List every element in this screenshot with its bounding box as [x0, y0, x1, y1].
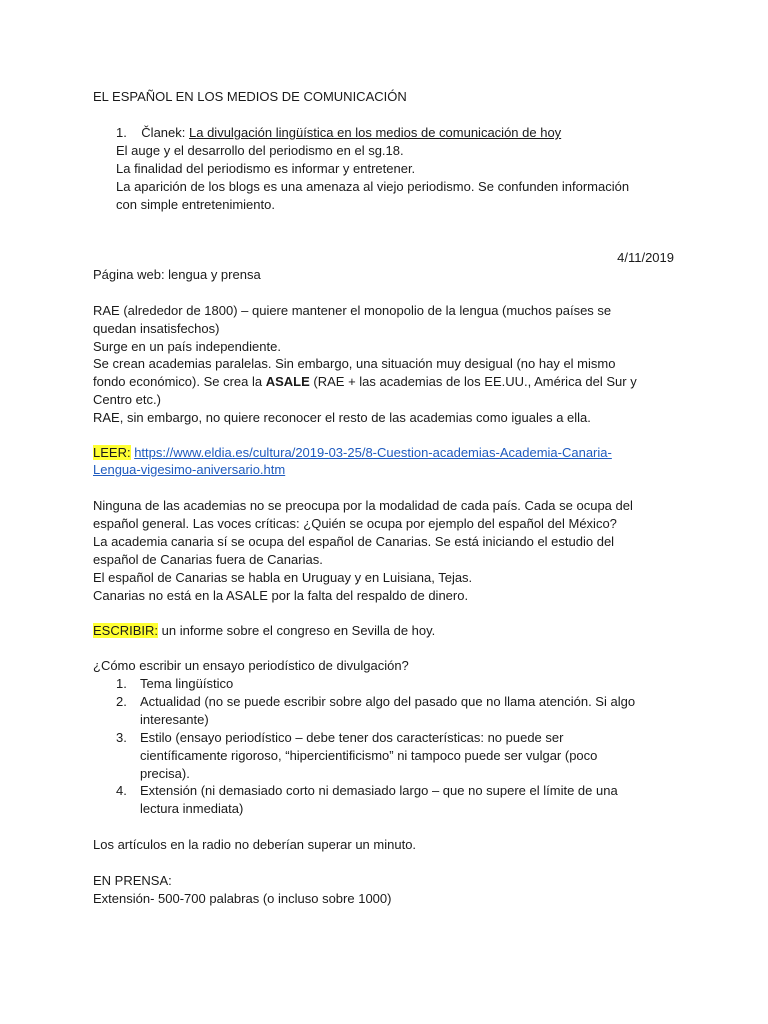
note-line: La aparición de los blogs es una amenaza al viejo periodismo. Se confunden información [116, 179, 630, 194]
rae-line: quedan insatisfechos) [93, 321, 220, 336]
essay-item-text: Actualidad (no se puede escribir sobre algo del pasado que no llama atención. Si algo [140, 694, 636, 709]
essay-item-text: interesante) [140, 712, 209, 727]
prensa-line: Extensión- 500-700 palabras (o incluso sobre 1000) [93, 891, 392, 906]
canarias-line: La academia canaria sí se ocupa del español de Canarias. Se está iniciando el estudio del [93, 534, 615, 549]
article-prefix: Članek: [141, 125, 189, 140]
leer-line [93, 444, 612, 462]
article-link[interactable]: https://www.eldia.es/cultura/2019-03-25/8-Cuestion-academias-Academia-Canaria- [134, 445, 612, 460]
web-label: Página web: lengua y prensa [93, 267, 261, 282]
document-title: EL ESPAÑOL EN LOS MEDIOS DE COMUNICACIÓN [93, 89, 407, 104]
note-line: La finalidad del periodismo es informar y entretener. [116, 161, 416, 176]
escribir-text: un informe sobre el congreso en Sevilla de hoy. [158, 623, 436, 638]
article-title: La divulgación lingüística en los medios de comunicación de hoy [189, 125, 562, 140]
asale-term: ASALE [265, 374, 310, 389]
rae-text: fondo económico). Se crea la [93, 374, 266, 389]
canarias-line: español de Canarias fuera de Canarias. [93, 552, 323, 567]
essay-item-text: precisa). [140, 766, 190, 781]
essay-question: ¿Cómo escribir un ensayo periodístico de divulgación? [93, 658, 409, 673]
canarias-line: El español de Canarias se habla en Uruguay y en Luisiana, Tejas. [93, 570, 473, 585]
canarias-line: Canarias no está en la ASALE por la falta del respaldo de dinero. [93, 588, 469, 603]
essay-item-text: lectura inmediata) [140, 801, 244, 816]
rae-line: Se crean academias paralelas. Sin embargo, una situación muy desigual (no hay el mismo [93, 356, 616, 371]
escribir-highlight-label: ESCRIBIR: [93, 623, 159, 638]
canarias-line: Ninguna de las academias no se preocupa por la modalidad de cada país. Cada se ocupa del [93, 498, 633, 513]
essay-number: 3. [116, 730, 127, 745]
radio-note: Los artículos en la radio no deberían superar un minuto. [93, 837, 417, 852]
rae-line: Centro etc.) [93, 392, 161, 407]
essay-number: 1. [116, 676, 127, 691]
essay-item-text: Tema lingüístico [140, 676, 234, 691]
note-line: con simple entretenimiento. [116, 197, 275, 212]
rae-line: RAE (alrededor de 1800) – quiere mantener el monopolio de la lengua (muchos países se [93, 303, 612, 318]
rae-line: RAE, sin embargo, no quiere reconocer el resto de las academias como iguales a ella. [93, 410, 591, 425]
list-number: 1. [116, 125, 127, 140]
prensa-heading: EN PRENSA: [93, 873, 172, 888]
essay-number: 2. [116, 694, 127, 709]
rae-line [93, 373, 637, 391]
article-link-continued[interactable]: Lengua-vigesimo-aniversario.htm [93, 462, 286, 477]
date-label: 4/11/2019 [617, 250, 674, 265]
escribir-line [93, 622, 435, 640]
essay-item-text: científicamente rigoroso, “hipercientificismo” ni tampoco puede ser vulgar (poco [140, 748, 598, 763]
essay-number: 4. [116, 783, 127, 798]
essay-item-text: Extensión (ni demasiado corto ni demasiado largo – que no supere el límite de una [140, 783, 618, 798]
list-item-1 [116, 124, 561, 142]
rae-line: Surge en un país independiente. [93, 339, 281, 354]
canarias-line: español general. Las voces críticas: ¿Quién se ocupa por ejemplo del español del México? [93, 516, 617, 531]
rae-text: (RAE + las academias de los EE.UU., América del Sur y [309, 374, 637, 389]
leer-line-2 [93, 461, 285, 479]
note-line: El auge y el desarrollo del periodismo en el sg.18. [116, 143, 404, 158]
essay-item-text: Estilo (ensayo periodístico – debe tener dos características: no puede ser [140, 730, 564, 745]
leer-highlight-label: LEER: [93, 445, 131, 460]
